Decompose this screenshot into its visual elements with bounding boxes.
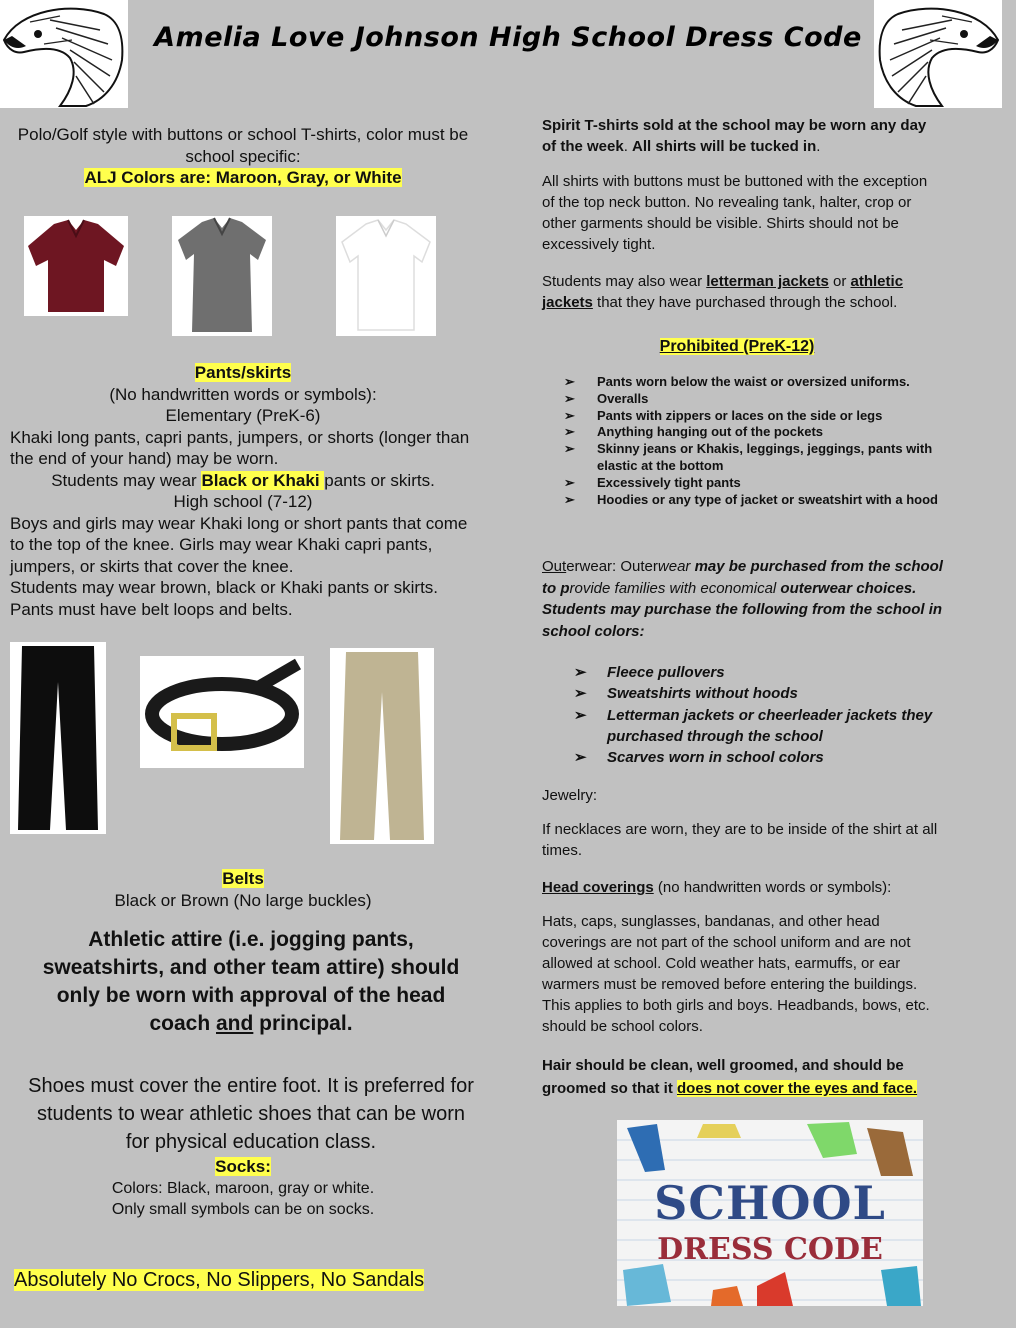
eagle-logo-right bbox=[874, 0, 1002, 108]
belts-text: Black or Brown (No large buckles) bbox=[114, 890, 372, 910]
outerwear-item-text: Fleece pullovers bbox=[607, 664, 725, 681]
arrow-bullet-icon: ➢ bbox=[564, 407, 575, 423]
prohibited-item-text: Anything hanging out of the pockets bbox=[597, 424, 824, 440]
arrow-bullet-icon: ➢ bbox=[574, 664, 587, 681]
prohibited-item bbox=[564, 374, 944, 391]
prohibited-item-text: Excessively tight pants bbox=[597, 474, 741, 490]
no-crocs-note bbox=[14, 1268, 424, 1292]
arrow-bullet-icon: ➢ bbox=[564, 491, 575, 507]
outerwear-item-text: Letterman jackets or cheerleader jackets they purchased through the school bbox=[607, 706, 933, 745]
outerwear-item bbox=[574, 747, 944, 768]
arrow-bullet-icon: ➢ bbox=[564, 424, 575, 440]
elementary-heading: Elementary (PreK-6) bbox=[165, 406, 321, 425]
sticker-dress-code: DRESS CODE bbox=[657, 1232, 883, 1267]
hair-highlight: does not cover the eyes and face. bbox=[677, 1080, 918, 1097]
spirit-shirts-text bbox=[542, 115, 942, 157]
outerwear-item bbox=[574, 705, 944, 748]
arrow-bullet-icon: ➢ bbox=[564, 390, 575, 406]
alj-colors: ALJ Colors are: Maroon, Gray, or White bbox=[84, 168, 402, 187]
sticker-school: SCHOOL bbox=[654, 1176, 886, 1230]
athletic-pre: Athletic attire (i.e. jogging pants, sweatshirts, and other team attire) should only be worn with approval of the head coach bbox=[42, 928, 460, 1035]
page-title: Amelia Love Johnson High School Dress Code bbox=[154, 22, 862, 53]
socks-heading: Socks: bbox=[215, 1157, 271, 1176]
spirit-end: . bbox=[816, 138, 821, 155]
jackets-2: that they have purchased through the school. bbox=[592, 294, 898, 311]
head-coverings-text: Hats, caps, sunglasses, bandanas, and other head coverings are not part of the school uniform and are not allowed at school. Cold weather hats, earmuffs, or ear warmers must be removed before entering the buildings. This applies to both girls and boys. Headbands, bows, etc. should be school colors. bbox=[542, 913, 930, 1035]
prohibited-item bbox=[564, 492, 944, 509]
head-coverings-note: (no handwritten words or symbols): bbox=[653, 879, 892, 896]
elementary-text: Khaki long pants, capri pants, jumpers, or shorts (longer than the end of your hand) may be worn. bbox=[10, 427, 470, 468]
khaki-pants-image bbox=[330, 648, 434, 844]
arrow-bullet-icon: ➢ bbox=[564, 474, 575, 490]
no-crocs-text: Absolutely No Crocs, No Slippers, No Sandals bbox=[14, 1269, 425, 1291]
white-polo-image bbox=[336, 216, 436, 336]
jackets-1: Students may also wear bbox=[542, 273, 707, 290]
arrow-bullet-icon: ➢ bbox=[574, 685, 587, 703]
belt-loops-text: Pants must have belt loops and belts. bbox=[10, 599, 293, 619]
pants-heading: Pants/skirts bbox=[194, 363, 292, 382]
prohibited-item-text: Pants with zippers or laces on the side or legs bbox=[597, 407, 883, 423]
outerwear-label-u: Out bbox=[542, 558, 567, 575]
black-or-khaki: Black or Khaki bbox=[201, 470, 325, 490]
eagle-logo-left bbox=[0, 0, 128, 108]
belts-section bbox=[14, 868, 472, 911]
jackets-or: or bbox=[828, 273, 851, 290]
letterman-jackets: letterman jackets bbox=[706, 273, 829, 290]
prohibited-heading: Prohibited (PreK-12) bbox=[659, 338, 815, 355]
brown-black-text: Students may wear brown, black or Khaki pants or skirts. bbox=[10, 578, 439, 597]
head-coverings-heading-row bbox=[542, 877, 952, 898]
outerwear-item-text: Scarves worn in school colors bbox=[607, 749, 824, 767]
outerwear-text bbox=[542, 556, 952, 642]
shirts-intro bbox=[14, 124, 472, 189]
students-may-wear bbox=[10, 470, 476, 492]
students-may-wear-pre: Students may wear bbox=[51, 470, 202, 490]
hair-text bbox=[542, 1054, 942, 1100]
belts-heading: Belts bbox=[222, 869, 264, 888]
prohibited-item-text: Hoodies or any type of jacket or sweatshirt with a hood bbox=[597, 491, 938, 507]
maroon-polo-image bbox=[24, 216, 128, 316]
outerwear-italic1: wear bbox=[657, 558, 695, 575]
black-pants-image bbox=[10, 642, 106, 834]
head-coverings-heading: Head coverings bbox=[542, 879, 654, 896]
high-school-text: Boys and girls may wear Khaki long or short pants that come to the top of the knee. Girls may wear Khaki capri pants, jumpers, or skirts that cover the knee. bbox=[10, 513, 468, 576]
outerwear-bold2: outerwear choices. Students may purchase the following from the school in school colors: bbox=[542, 579, 943, 640]
black-belt-image bbox=[140, 656, 304, 768]
arrow-bullet-icon: ➢ bbox=[574, 749, 587, 767]
athletic-jackets: athletic jackets bbox=[542, 273, 904, 311]
athletic-and: and bbox=[216, 1012, 254, 1035]
prohibited-item-text: Pants worn below the waist or oversized uniforms. bbox=[597, 374, 910, 389]
prohibited-heading-row bbox=[542, 336, 932, 357]
prohibited-list bbox=[564, 374, 944, 508]
arrow-bullet-icon: ➢ bbox=[574, 706, 587, 724]
hair-main: Hair should be clean, well groomed, and should be groomed so that it bbox=[542, 1057, 904, 1097]
outerwear-italic2: rovide families with economical bbox=[569, 579, 781, 597]
jackets-text bbox=[542, 271, 942, 313]
pants-note: (No handwritten words or symbols): bbox=[109, 384, 377, 404]
outerwear-item bbox=[574, 662, 944, 683]
athletic-attire-note bbox=[26, 926, 476, 1038]
school-dress-code-image bbox=[617, 1120, 923, 1306]
prohibited-item bbox=[564, 408, 944, 425]
prohibited-item bbox=[564, 475, 944, 492]
outerwear-item bbox=[574, 683, 944, 704]
prohibited-item bbox=[564, 441, 944, 475]
shirts-intro-text: Polo/Golf style with buttons or school T-shirts, color must be school specific: bbox=[17, 125, 469, 166]
outerwear-list bbox=[574, 662, 944, 768]
high-school-heading: High school (7-12) bbox=[173, 492, 313, 511]
pants-section bbox=[10, 362, 476, 620]
jewelry-heading: Jewelry: bbox=[542, 787, 598, 804]
jewelry-text: If necklaces are worn, they are to be inside of the shirt at all times. bbox=[542, 821, 938, 859]
spirit-bold: All shirts will be tucked in bbox=[632, 138, 817, 155]
outerwear-bold1: may be purchased from the school to p bbox=[542, 558, 943, 597]
buttons-text: All shirts with buttons must be buttoned with the exception of the top neck button. No revealing tank, halter, crop or other garments should be visible. Shirts should not be excessively tight. bbox=[542, 173, 928, 253]
outerwear-label-rest: erwear: Outer bbox=[566, 558, 658, 575]
prohibited-item-text: Overalls bbox=[597, 390, 649, 406]
socks-line2: Only small symbols can be on socks. bbox=[111, 1201, 375, 1218]
prohibited-item-text: Skinny jeans or Khakis, leggings, jeggings, pants with elastic at the bottom bbox=[597, 441, 933, 473]
students-may-wear-post: pants or skirts. bbox=[324, 470, 435, 490]
arrow-bullet-icon: ➢ bbox=[564, 441, 575, 457]
shoes-note bbox=[24, 1072, 478, 1156]
prohibited-item bbox=[564, 424, 944, 441]
socks-section bbox=[14, 1156, 472, 1220]
outerwear-item-text: Sweatshirts without hoods bbox=[607, 685, 798, 703]
spirit-dot: . bbox=[623, 138, 633, 155]
gray-polo-image bbox=[172, 216, 272, 336]
prohibited-item bbox=[564, 391, 944, 408]
athletic-post: principal. bbox=[253, 1012, 353, 1035]
spirit-pre: Spirit T-shirts sold at the school may be worn any day of the week bbox=[542, 117, 927, 155]
socks-line1: Colors: Black, maroon, gray or white. bbox=[111, 1180, 375, 1197]
shoes-text: Shoes must cover the entire foot. It is preferred for students to wear athletic shoes that can be worn for physical education class. bbox=[28, 1075, 474, 1153]
arrow-bullet-icon: ➢ bbox=[564, 374, 575, 389]
